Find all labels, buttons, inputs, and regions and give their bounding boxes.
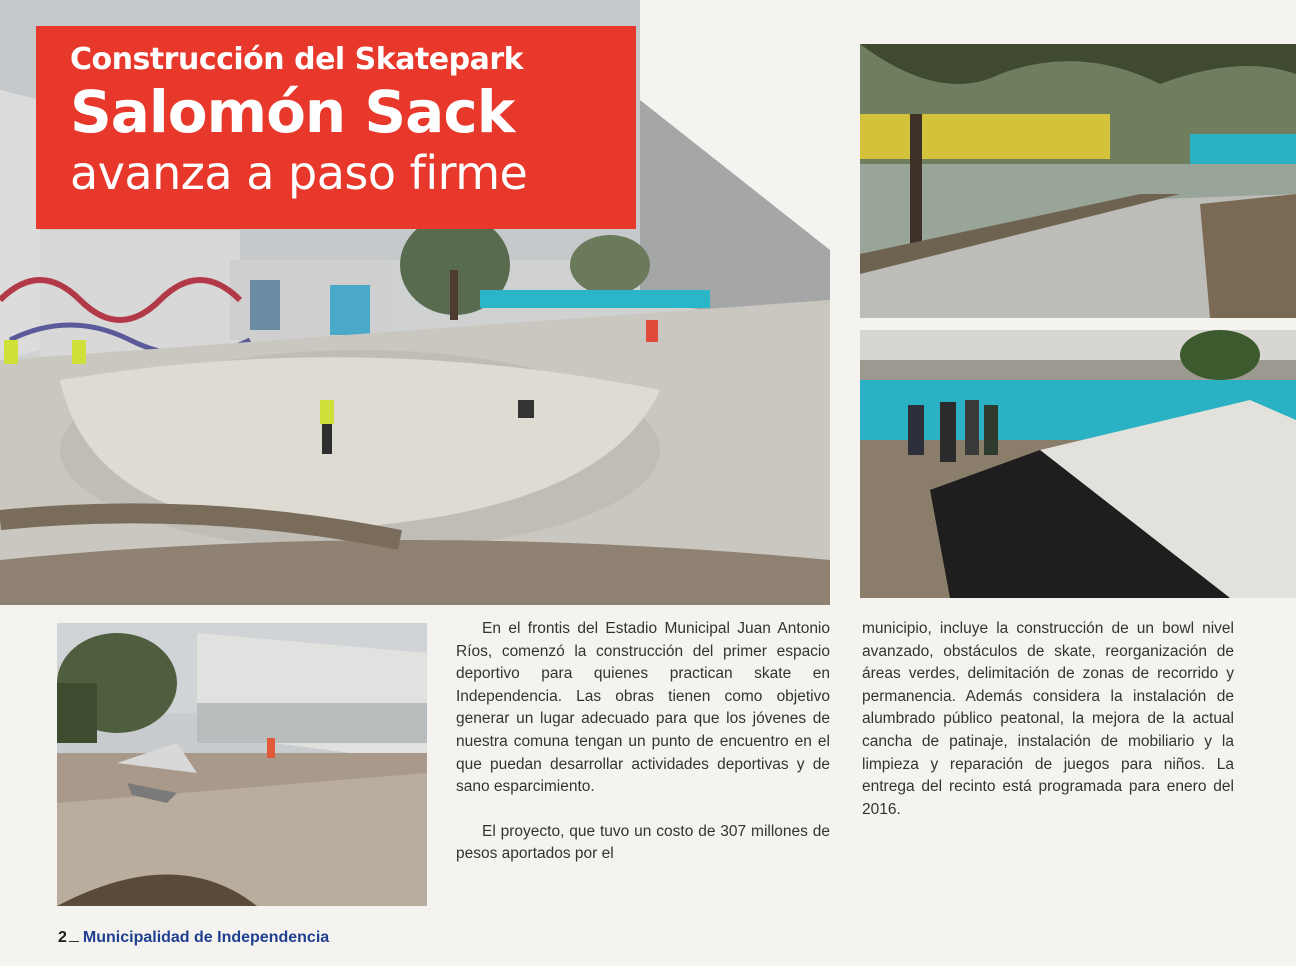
photo-top-right: [860, 44, 1296, 318]
stadium-site-image: [57, 623, 427, 906]
page-number: 2: [58, 929, 67, 946]
photo-mid-right: [860, 330, 1296, 598]
article-column-2: [862, 618, 1234, 843]
article-column-1: [456, 618, 830, 888]
page-footer: [58, 929, 329, 947]
photo-bottom-left: [57, 623, 427, 906]
article-paragraph-3: municipio, incluye la construcción de un bowl nivel avanzado, obstáculos de skate, reorganización de áreas verdes, delimitación de zonas de recorrido y permanencia. Además considera la instalación de alumbrado público peatonal, la mejora de la actual cancha de patinaje, instalación de mobiliario y la limpieza y reparación de juegos para niños. La entrega del recinto está programada para enero del 2016.: [862, 620, 1234, 818]
headline-sub: avanza a paso firme: [70, 146, 528, 200]
headline-kicker: Construcción del Skatepark: [70, 42, 524, 77]
headline-main: Salomón Sack: [70, 78, 515, 146]
footer-separator: [69, 941, 79, 942]
paved-path-image: [860, 44, 1296, 318]
publisher-name: Municipalidad de Independencia: [82, 929, 330, 946]
officials-ramp-image: [860, 330, 1296, 598]
headline-box: [36, 26, 636, 229]
article-paragraph-2: El proyecto, que tuvo un costo de 307 millones de pesos aportados por el: [456, 822, 830, 863]
article-paragraph-1: En el frontis del Estadio Municipal Juan Antonio Ríos, comenzó la construcción del primer espacio deportivo para quienes practican skate en Independencia. Las obras tienen como objetivo generar un lugar adecuado para que los jóvenes de nuestra comuna tengan un punto de encuentro en el que puedan desarrollar actividades deportivas y de sano esparcimiento.: [456, 620, 830, 796]
